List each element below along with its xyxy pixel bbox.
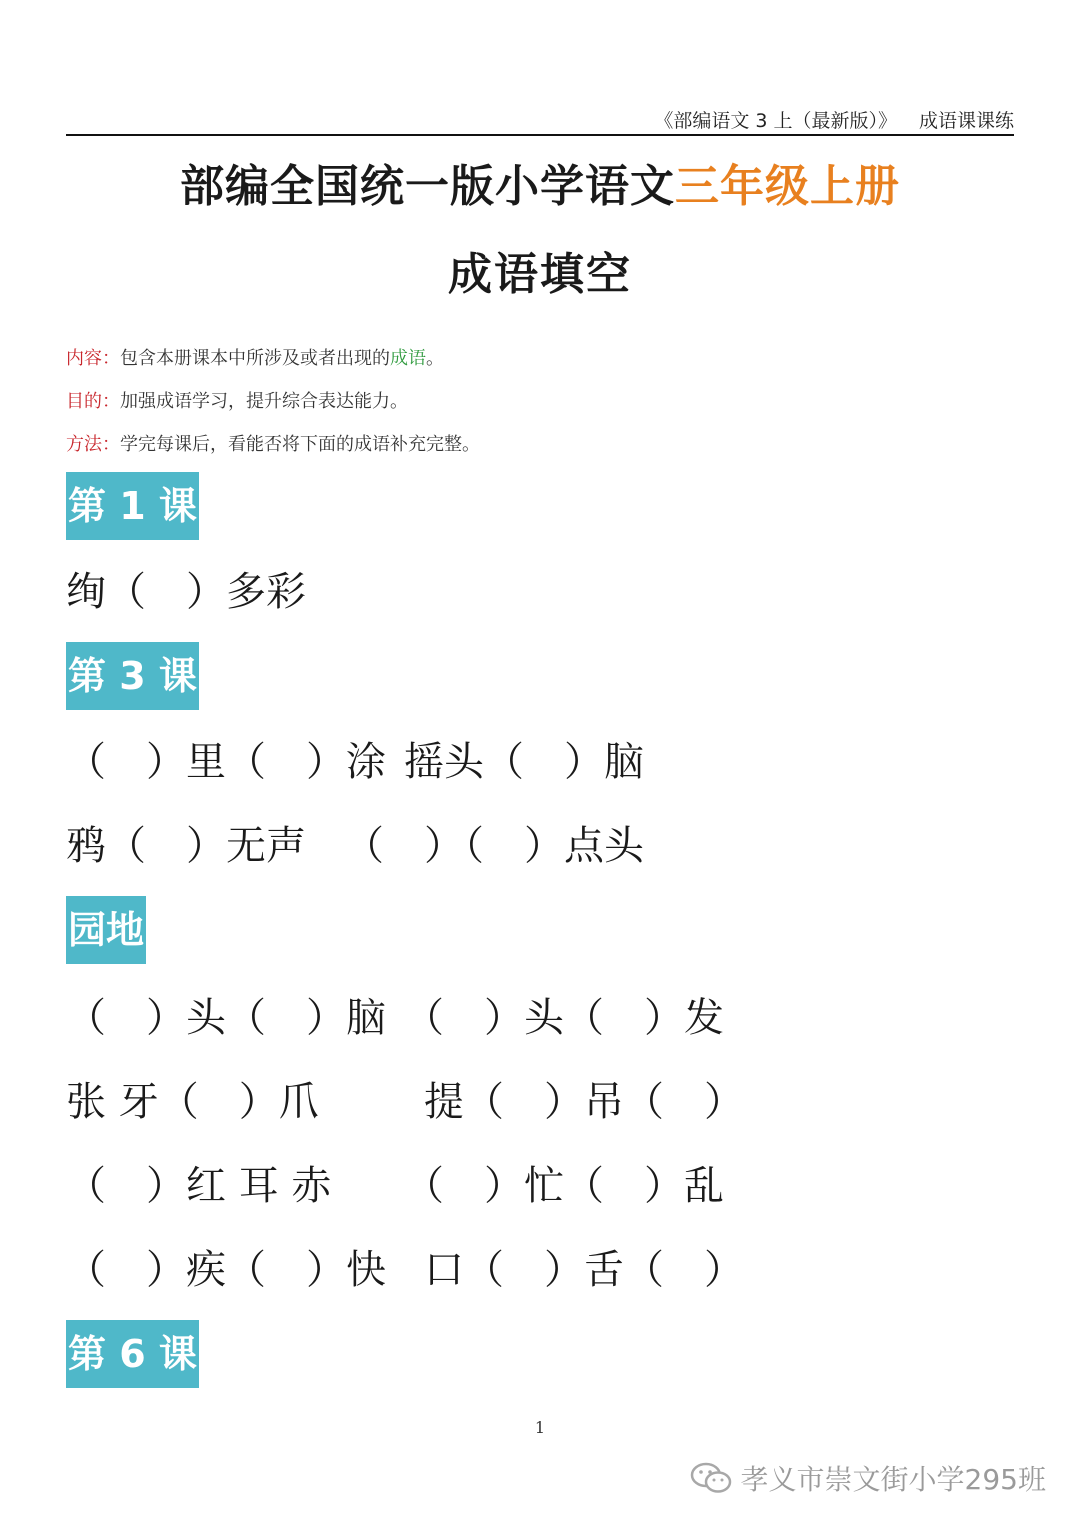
intro-text: 加强成语学习，提升综合表达能力。 [120, 391, 408, 412]
header-rule [66, 134, 1014, 136]
idiom-blank: 张 牙（ ）爪 [66, 1079, 319, 1125]
intro-label: 目的： [66, 391, 120, 412]
section-heading-lesson-1: 第 1 课 [66, 472, 199, 540]
idiom-blank: （ ）（ ）点头 [344, 823, 644, 869]
idiom-blank: （ ）里（ ）涂 [66, 739, 386, 785]
idiom-blank: 提（ ）吊（ ） [424, 1079, 744, 1125]
page-header [654, 106, 1014, 133]
intro-highlight: 成语 [390, 348, 426, 369]
idiom-blank: 摇头（ ）脑 [404, 739, 644, 785]
section-heading-lesson-6: 第 6 课 [66, 1320, 199, 1388]
intro-label: 内容： [66, 348, 120, 369]
intro-purpose [66, 387, 408, 413]
idiom-blank: （ ）红 耳 赤 [66, 1163, 332, 1209]
idiom-blank: （ ）疾（ ）快 [66, 1247, 386, 1293]
header-subject: 成语课课练 [918, 110, 1014, 132]
header-book-title: 《部编语文 3 上（最新版）》 [654, 110, 897, 132]
title-main: 部编全国统一版小学语文 [180, 161, 675, 212]
intro-label: 方法： [66, 434, 120, 455]
idiom-blank: （ ）头（ ）脑 [66, 995, 386, 1041]
watermark-text: 孝义市崇文街小学295班 [740, 1463, 1046, 1496]
document-subtitle: 成语填空 [448, 249, 632, 300]
intro-text: 包含本册课本中所涉及或者出现的 [120, 348, 390, 369]
intro-content [66, 344, 444, 370]
intro-text: 学完每课后，看能否将下面的成语补充完整。 [120, 434, 480, 455]
wechat-icon [689, 1460, 733, 1496]
page-number: 1 [534, 1418, 546, 1437]
idiom-blank: 鸦（ ）无声 [66, 823, 306, 869]
section-heading-garden: 园地 [66, 896, 146, 964]
title-accent: 三年级上册 [675, 161, 900, 212]
intro-text-end: 。 [426, 348, 444, 369]
watermark [689, 1458, 1046, 1498]
document-title [0, 150, 1080, 214]
section-heading-lesson-3: 第 3 课 [66, 642, 199, 710]
idiom-blank: 绚（ ）多彩 [66, 569, 306, 615]
intro-method [66, 430, 480, 456]
idiom-blank: （ ）头（ ）发 [404, 995, 724, 1041]
idiom-blank: 口（ ）舌（ ） [424, 1247, 744, 1293]
idiom-blank: （ ）忙（ ）乱 [404, 1163, 724, 1209]
